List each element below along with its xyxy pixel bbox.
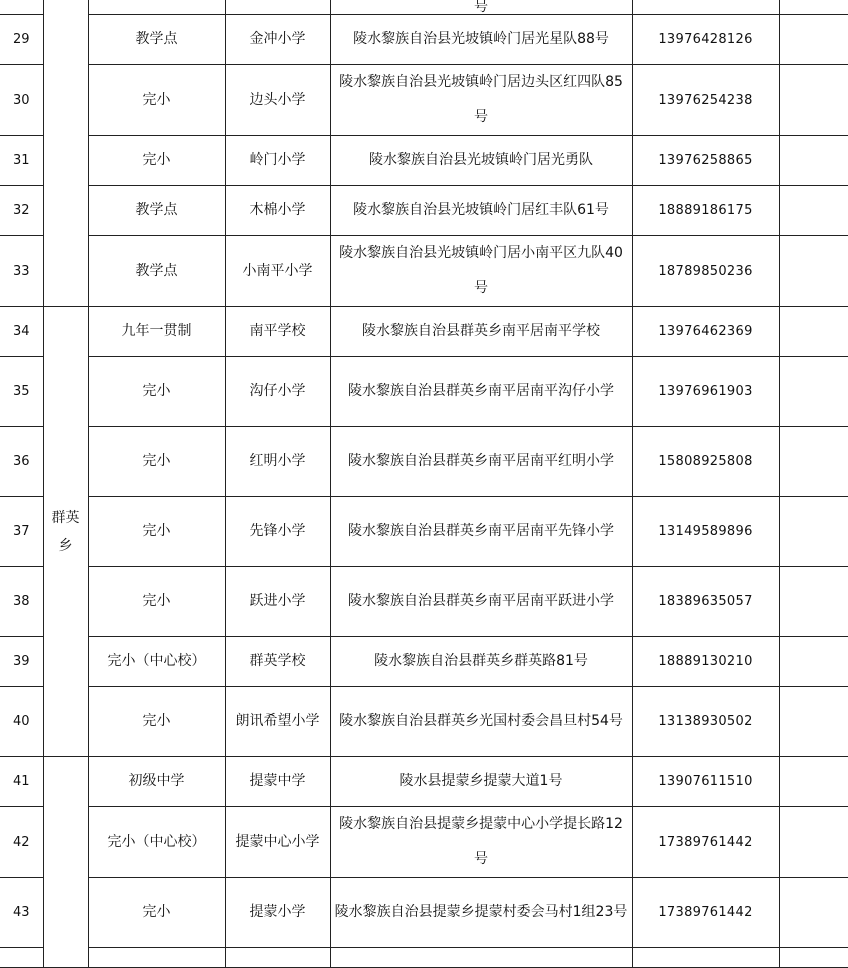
phone-cell: 13149589896: [632, 497, 779, 567]
name-cell: 岭门小学: [225, 136, 330, 186]
address-cell: 陵水黎族自治县光坡镇岭门居小南平区九队40号: [330, 236, 632, 307]
index-cell: 30: [0, 65, 43, 136]
name-cell: 南平学校: [225, 307, 330, 357]
name-cell: 跃进小学: [225, 567, 330, 637]
table-row: [0, 357, 848, 427]
name-cell: 朗讯希望小学: [225, 687, 330, 757]
blank-cell: [779, 236, 848, 307]
phone-cell: [632, 0, 779, 15]
index-cell: 36: [0, 427, 43, 497]
address-cell: 陵水黎族自治县光坡镇岭门居边头区红四队85号: [330, 65, 632, 136]
table-row-partial: [0, 948, 848, 968]
table-row: [0, 427, 848, 497]
name-cell: [225, 0, 330, 15]
type-cell: 完小: [88, 427, 225, 497]
blank-cell: [779, 497, 848, 567]
blank-cell: [779, 427, 848, 497]
table-row: [0, 497, 848, 567]
town-cell: [43, 307, 88, 757]
phone-cell: 18789850236: [632, 236, 779, 307]
type-cell: 完小（中心校）: [88, 807, 225, 878]
town-label: 群英: [51, 509, 80, 526]
name-cell: 提蒙中心小学: [225, 807, 330, 878]
blank-cell: [779, 357, 848, 427]
address-cell: 陵水黎族自治县光坡镇岭门居光星队88号: [330, 15, 632, 65]
phone-cell: 18889130210: [632, 637, 779, 687]
index-cell: 37: [0, 497, 43, 567]
index-cell: 32: [0, 186, 43, 236]
address-cell: 陵水黎族自治县群英乡南平居南平红明小学: [330, 427, 632, 497]
type-cell: 教学点: [88, 15, 225, 65]
name-cell: 小南平小学: [225, 236, 330, 307]
partial-cell: [88, 948, 225, 968]
phone-cell: 13976961903: [632, 357, 779, 427]
type-cell: 完小: [88, 687, 225, 757]
address-text: 号: [474, 0, 488, 15]
partial-cell: [0, 948, 43, 968]
partial-cell: [632, 948, 779, 968]
index-cell: 29: [0, 15, 43, 65]
address-cell: 陵水县提蒙乡提蒙大道1号: [330, 757, 632, 807]
type-cell: 教学点: [88, 186, 225, 236]
partial-cell: [779, 948, 848, 968]
index-cell: 33: [0, 236, 43, 307]
partial-cell: [330, 948, 632, 968]
name-cell: 木棉小学: [225, 186, 330, 236]
table-row: [0, 15, 848, 65]
address-cell: 陵水黎族自治县群英乡南平居南平跃进小学: [330, 567, 632, 637]
index-cell: 34: [0, 307, 43, 357]
type-cell: 完小: [88, 357, 225, 427]
index-cell: 35: [0, 357, 43, 427]
blank-cell: [779, 136, 848, 186]
address-cell: 陵水黎族自治县光坡镇岭门居光勇队: [330, 136, 632, 186]
name-cell: 群英学校: [225, 637, 330, 687]
index-cell: 38: [0, 567, 43, 637]
phone-cell: 13976254238: [632, 65, 779, 136]
blank-cell: [779, 567, 848, 637]
phone-cell: 15808925808: [632, 427, 779, 497]
address-cell: 陵水黎族自治县群英乡南平居南平学校: [330, 307, 632, 357]
table-row: [0, 65, 848, 136]
phone-cell: 13976428126: [632, 15, 779, 65]
table-row: [0, 637, 848, 687]
phone-cell: 13907611510: [632, 757, 779, 807]
type-cell: 完小: [88, 497, 225, 567]
table-row: [0, 757, 848, 807]
type-cell: 完小: [88, 567, 225, 637]
phone-cell: 17389761442: [632, 807, 779, 878]
index-cell: 39: [0, 637, 43, 687]
phone-cell: 13976462369: [632, 307, 779, 357]
phone-cell: 13138930502: [632, 687, 779, 757]
address-cell: 陵水黎族自治县提蒙乡提蒙中心小学提长路12号: [330, 807, 632, 878]
table-row: [0, 567, 848, 637]
type-cell: 完小: [88, 136, 225, 186]
address-cell: [330, 0, 632, 15]
address-cell: 陵水黎族自治县群英乡群英路81号: [330, 637, 632, 687]
name-cell: 红明小学: [225, 427, 330, 497]
phone-cell: 17389761442: [632, 878, 779, 948]
name-cell: 沟仔小学: [225, 357, 330, 427]
blank-cell: [779, 807, 848, 878]
type-cell: 初级中学: [88, 757, 225, 807]
index-cell: 42: [0, 807, 43, 878]
address-cell: 陵水黎族自治县群英乡南平居南平先锋小学: [330, 497, 632, 567]
type-cell: 完小（中心校）: [88, 637, 225, 687]
blank-cell: [779, 65, 848, 136]
name-cell: 边头小学: [225, 65, 330, 136]
type-cell: 教学点: [88, 236, 225, 307]
address-cell: 陵水黎族自治县群英乡光国村委会昌旦村54号: [330, 687, 632, 757]
type-cell: 九年一贯制: [88, 307, 225, 357]
index-cell: 43: [0, 878, 43, 948]
table-row: [0, 807, 848, 878]
table-row-partial: [0, 0, 848, 15]
phone-cell: 18889186175: [632, 186, 779, 236]
blank-cell: [779, 687, 848, 757]
blank-cell: [779, 307, 848, 357]
type-cell: 完小: [88, 65, 225, 136]
blank-cell: [779, 15, 848, 65]
table-row: [0, 687, 848, 757]
table-row: [0, 186, 848, 236]
index-cell: 31: [0, 136, 43, 186]
name-cell: 先锋小学: [225, 497, 330, 567]
blank-cell: [779, 0, 848, 15]
index-cell: 41: [0, 757, 43, 807]
type-cell: 完小: [88, 878, 225, 948]
blank-cell: [779, 878, 848, 948]
phone-cell: 13976258865: [632, 136, 779, 186]
table-row: [0, 236, 848, 307]
address-cell: 陵水黎族自治县光坡镇岭门居红丰队61号: [330, 186, 632, 236]
name-cell: 提蒙中学: [225, 757, 330, 807]
address-cell: 陵水黎族自治县提蒙乡提蒙村委会马村1组23号: [330, 878, 632, 948]
name-cell: 提蒙小学: [225, 878, 330, 948]
name-cell: 金冲小学: [225, 15, 330, 65]
table-row: [0, 136, 848, 186]
blank-cell: [779, 637, 848, 687]
address-cell: 陵水黎族自治县群英乡南平居南平沟仔小学: [330, 357, 632, 427]
partial-cell: [225, 948, 330, 968]
index-cell: 40: [0, 687, 43, 757]
town-label: 乡: [58, 537, 73, 554]
table-row: [0, 307, 848, 357]
phone-cell: 18389635057: [632, 567, 779, 637]
table-row: [0, 878, 848, 948]
town-cell: [43, 0, 88, 307]
blank-cell: [779, 757, 848, 807]
index-cell: [0, 0, 43, 15]
type-cell: [88, 0, 225, 15]
town-cell: [43, 757, 88, 968]
blank-cell: [779, 186, 848, 236]
